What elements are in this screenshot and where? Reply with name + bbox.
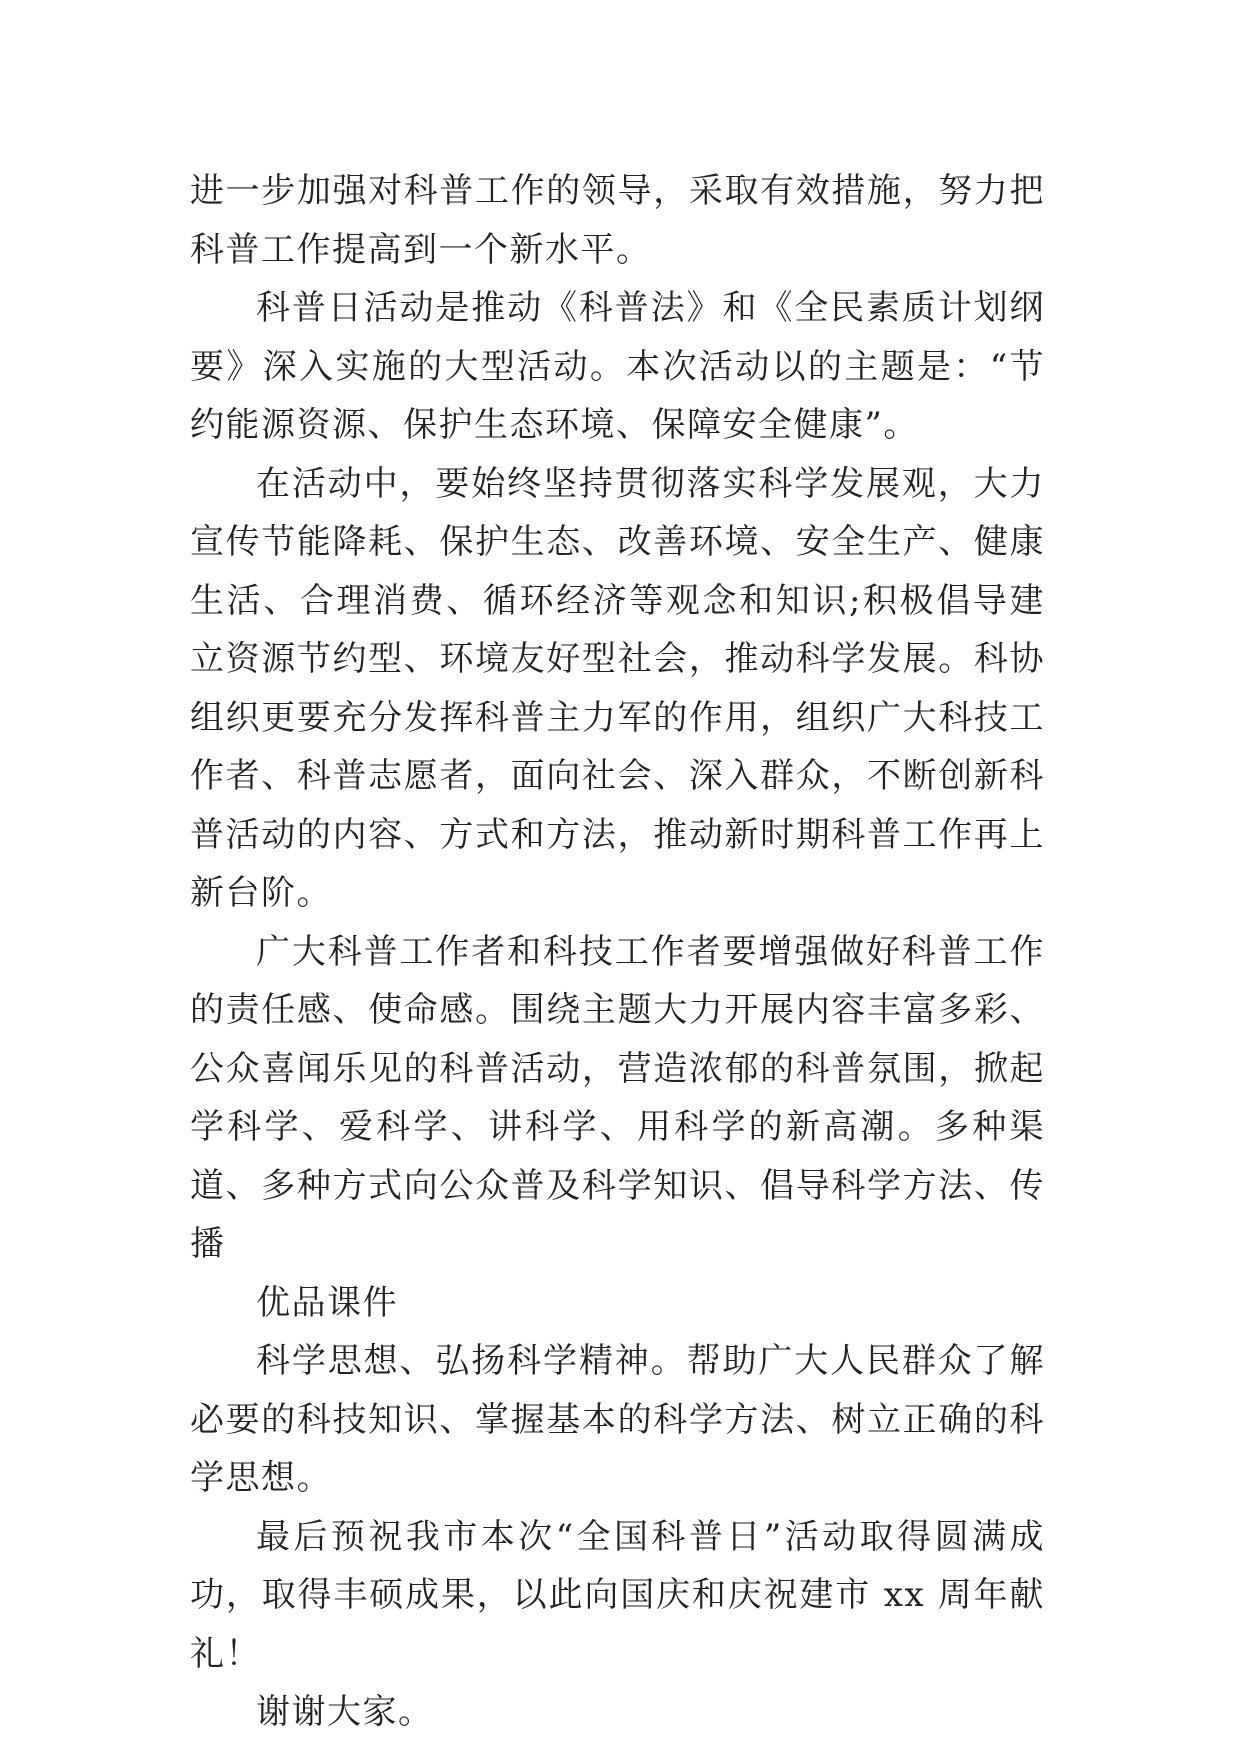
paragraph-5: 科学思想、弘扬科学精神。帮助广大人民群众了解必要的科技知识、掌握基本的科学方法、树立正确的科学思想。 — [190, 1341, 1045, 1498]
document-body — [190, 162, 1045, 1742]
paragraph-2: 科普日活动是推动《科普法》和《全民素质计划纲要》深入实施的大型活动。本次活动以的主题是：“节约能源资源、保护生态环境、保障安全健康”。 — [190, 288, 1045, 445]
closing-line: 谢谢大家。 — [256, 1692, 434, 1732]
paragraph-4: 广大科普工作者和科技工作者要增强做好科普工作的责任感、使命感。围绕主题大力开展内容丰富多彩、公众喜闻乐见的科普活动，营造浓郁的科普氛围，掀起学科学、爱科学、讲科学、用科学的新高潮。多种渠道、多种方式向公众普及科学知识、倡导科学方法、传播 — [190, 931, 1045, 1264]
paragraph-3: 在活动中，要始终坚持贯彻落实科学发展观，大力宣传节能降耗、保护生态、改善环境、安全生产、健康生活、合理消费、循环经济等观念和知识;积极倡导建立资源节约型、环境友好型社会，推动科学发展。科协组织更要充分发挥科普主力军的作用，组织广大科技工作者、科普志愿者，面向社会、深入群众，不断创新科普活动的内容、方式和方法，推动新时期科普工作再上新台阶。 — [190, 463, 1045, 913]
paragraph-1: 进一步加强对科普工作的领导，采取有效措施，努力把科普工作提高到一个新水平。 — [190, 171, 1045, 270]
footer-caption: 优品课件 — [256, 1282, 398, 1323]
paragraph-6: 最后预祝我市本次“全国科普日”活动取得圆满成功，取得丰硕成果，以此向国庆和庆祝建市 xx 周年献礼！ — [190, 1516, 1045, 1674]
